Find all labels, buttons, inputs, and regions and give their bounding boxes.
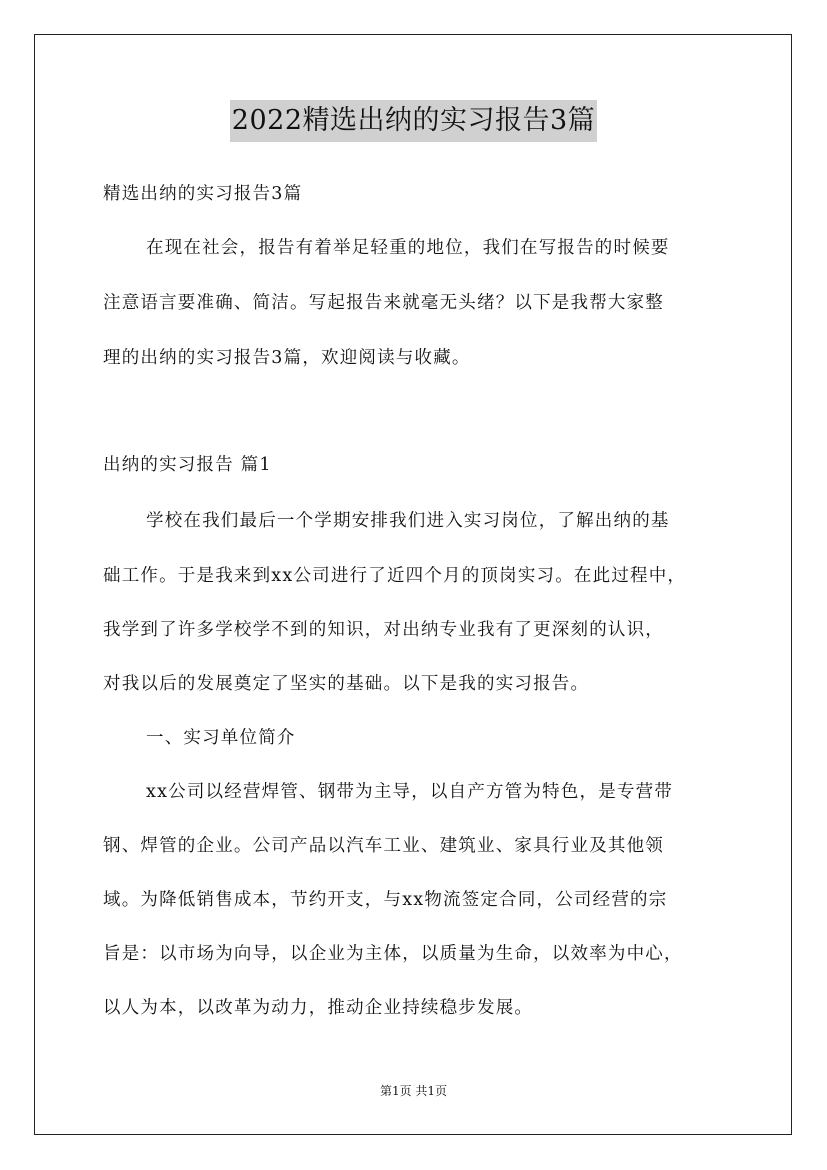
- paragraph-line: xx公司以经营焊管、钢带为主导，以自产方管为特色，是专营带: [146, 782, 674, 802]
- intro-line-2: 注意语言要准确、简洁。写起报告来就毫无头绪？以下是我帮大家整: [103, 293, 664, 313]
- paragraph-line: 以人为本，以改革为动力，推动企业持续稳步发展。: [103, 998, 534, 1018]
- subheading: 一、实习单位简介: [146, 728, 296, 748]
- document-subtitle: 精选出纳的实习报告3篇: [103, 184, 303, 204]
- paragraph-line: 础工作。于是我来到xx公司进行了近四个月的顶岗实习。在此过程中，: [103, 566, 687, 586]
- paragraph-line: 学校在我们最后一个学期安排我们进入实习岗位，了解出纳的基: [146, 511, 670, 531]
- intro-line-3: 理的出纳的实习报告3篇，欢迎阅读与收藏。: [103, 348, 471, 368]
- paragraph-line: 我学到了许多学校学不到的知识，对出纳专业我有了更深刻的认识，: [103, 620, 664, 640]
- intro-line-1: 在现在社会，报告有着举足轻重的地位，我们在写报告的时候要: [146, 238, 670, 258]
- paragraph-line: 钢、焊管的企业。公司产品以汽车工业、建筑业、家具行业及其他领: [103, 836, 664, 856]
- document-title: 2022精选出纳的实习报告3篇: [230, 100, 597, 142]
- paragraph-line: 域。为降低销售成本，节约开支，与xx物流签定合同，公司经营的宗: [103, 890, 668, 910]
- page-number-footer: 第1页 共1页: [379, 1084, 448, 1098]
- paragraph-line: 旨是：以市场为向导，以企业为主体，以质量为生命，以效率为中心，: [103, 944, 683, 964]
- section-heading: 出纳的实习报告 篇1: [103, 455, 272, 475]
- title-container: [0, 100, 827, 142]
- paragraph-line: 对我以后的发展奠定了坚实的基础。以下是我的实习报告。: [103, 674, 590, 694]
